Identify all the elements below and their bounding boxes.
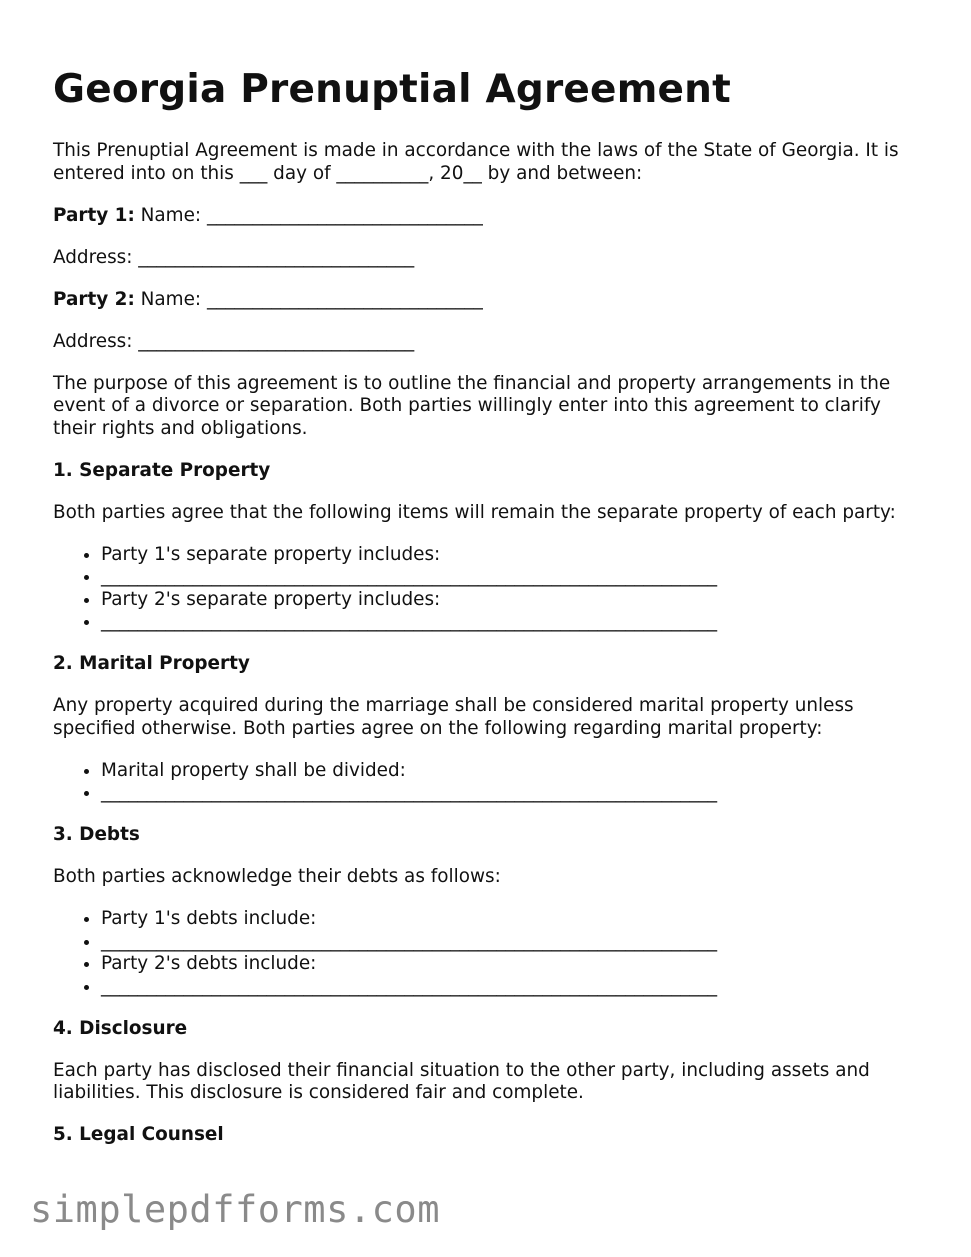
document-page [53,64,921,1166]
list-item: • Party 1's separate property includes: [101,544,921,567]
watermark: simplepdfforms.com [30,1188,440,1231]
list-item-blank: • ___________________________________________________________________ [101,611,921,634]
page-title: Georgia Prenuptial Agreement [53,67,731,112]
section-heading-disclosure: 4. Disclosure [53,1017,188,1039]
list-item: • Party 2's debts include: [101,953,921,976]
list-item-blank: • ___________________________________________________________________ [101,782,921,805]
party1-name-field: Name: ______________________________ [140,204,483,226]
separate-property-text: Both parties agree that the following items will remain the separate property of each party: [53,501,896,523]
party1-label: Party 1: [53,204,135,226]
party2-label: Party 2: [53,288,135,310]
list-item: • Marital property shall be divided: [101,760,921,783]
disclosure-text: Each party has disclosed their financial situation to the other party, including assets and liabilities. This disclosure is considered fair and complete. [53,1059,870,1103]
marital-property-text: Any property acquired during the marriage shall be considered marital property unless specified otherwise. Both parties agree on the following regarding marital property: [53,695,854,739]
party2-name-field: Name: ______________________________ [140,288,483,310]
separate-property-list [53,544,921,634]
section-heading-marital-property: 2. Marital Property [53,653,250,674]
list-item-blank: • ___________________________________________________________________ [101,931,921,954]
party2-address-line: Address: ______________________________ [53,330,415,352]
purpose-paragraph: The purpose of this agreement is to outline the financial and property arrangements in the event of a divorce or separation. Both parties willingly enter into this agreement to clarify their rights and obligations. [53,372,891,439]
list-item: • Party 1's debts include: [101,908,921,931]
section-heading-debts: 3. Debts [53,824,140,845]
party1-address-line: Address: ______________________________ [53,246,415,268]
party2-name-line [53,289,921,312]
intro-paragraph: This Prenuptial Agreement is made in accordance with the laws of the State of Georgia. It is entered into on this ___ day of __________, 20__ by and between: [53,140,899,184]
debts-list [53,908,921,998]
debts-text: Both parties acknowledge their debts as follows: [53,866,501,887]
list-item-blank: • ___________________________________________________________________ [101,566,921,589]
list-item-blank: • ___________________________________________________________________ [101,976,921,999]
section-heading-legal-counsel: 5. Legal Counsel [53,1124,224,1145]
section-heading-separate-property: 1. Separate Property [53,459,271,481]
marital-property-list [53,760,921,805]
list-item: • Party 2's separate property includes: [101,589,921,612]
party1-name-line [53,205,921,228]
